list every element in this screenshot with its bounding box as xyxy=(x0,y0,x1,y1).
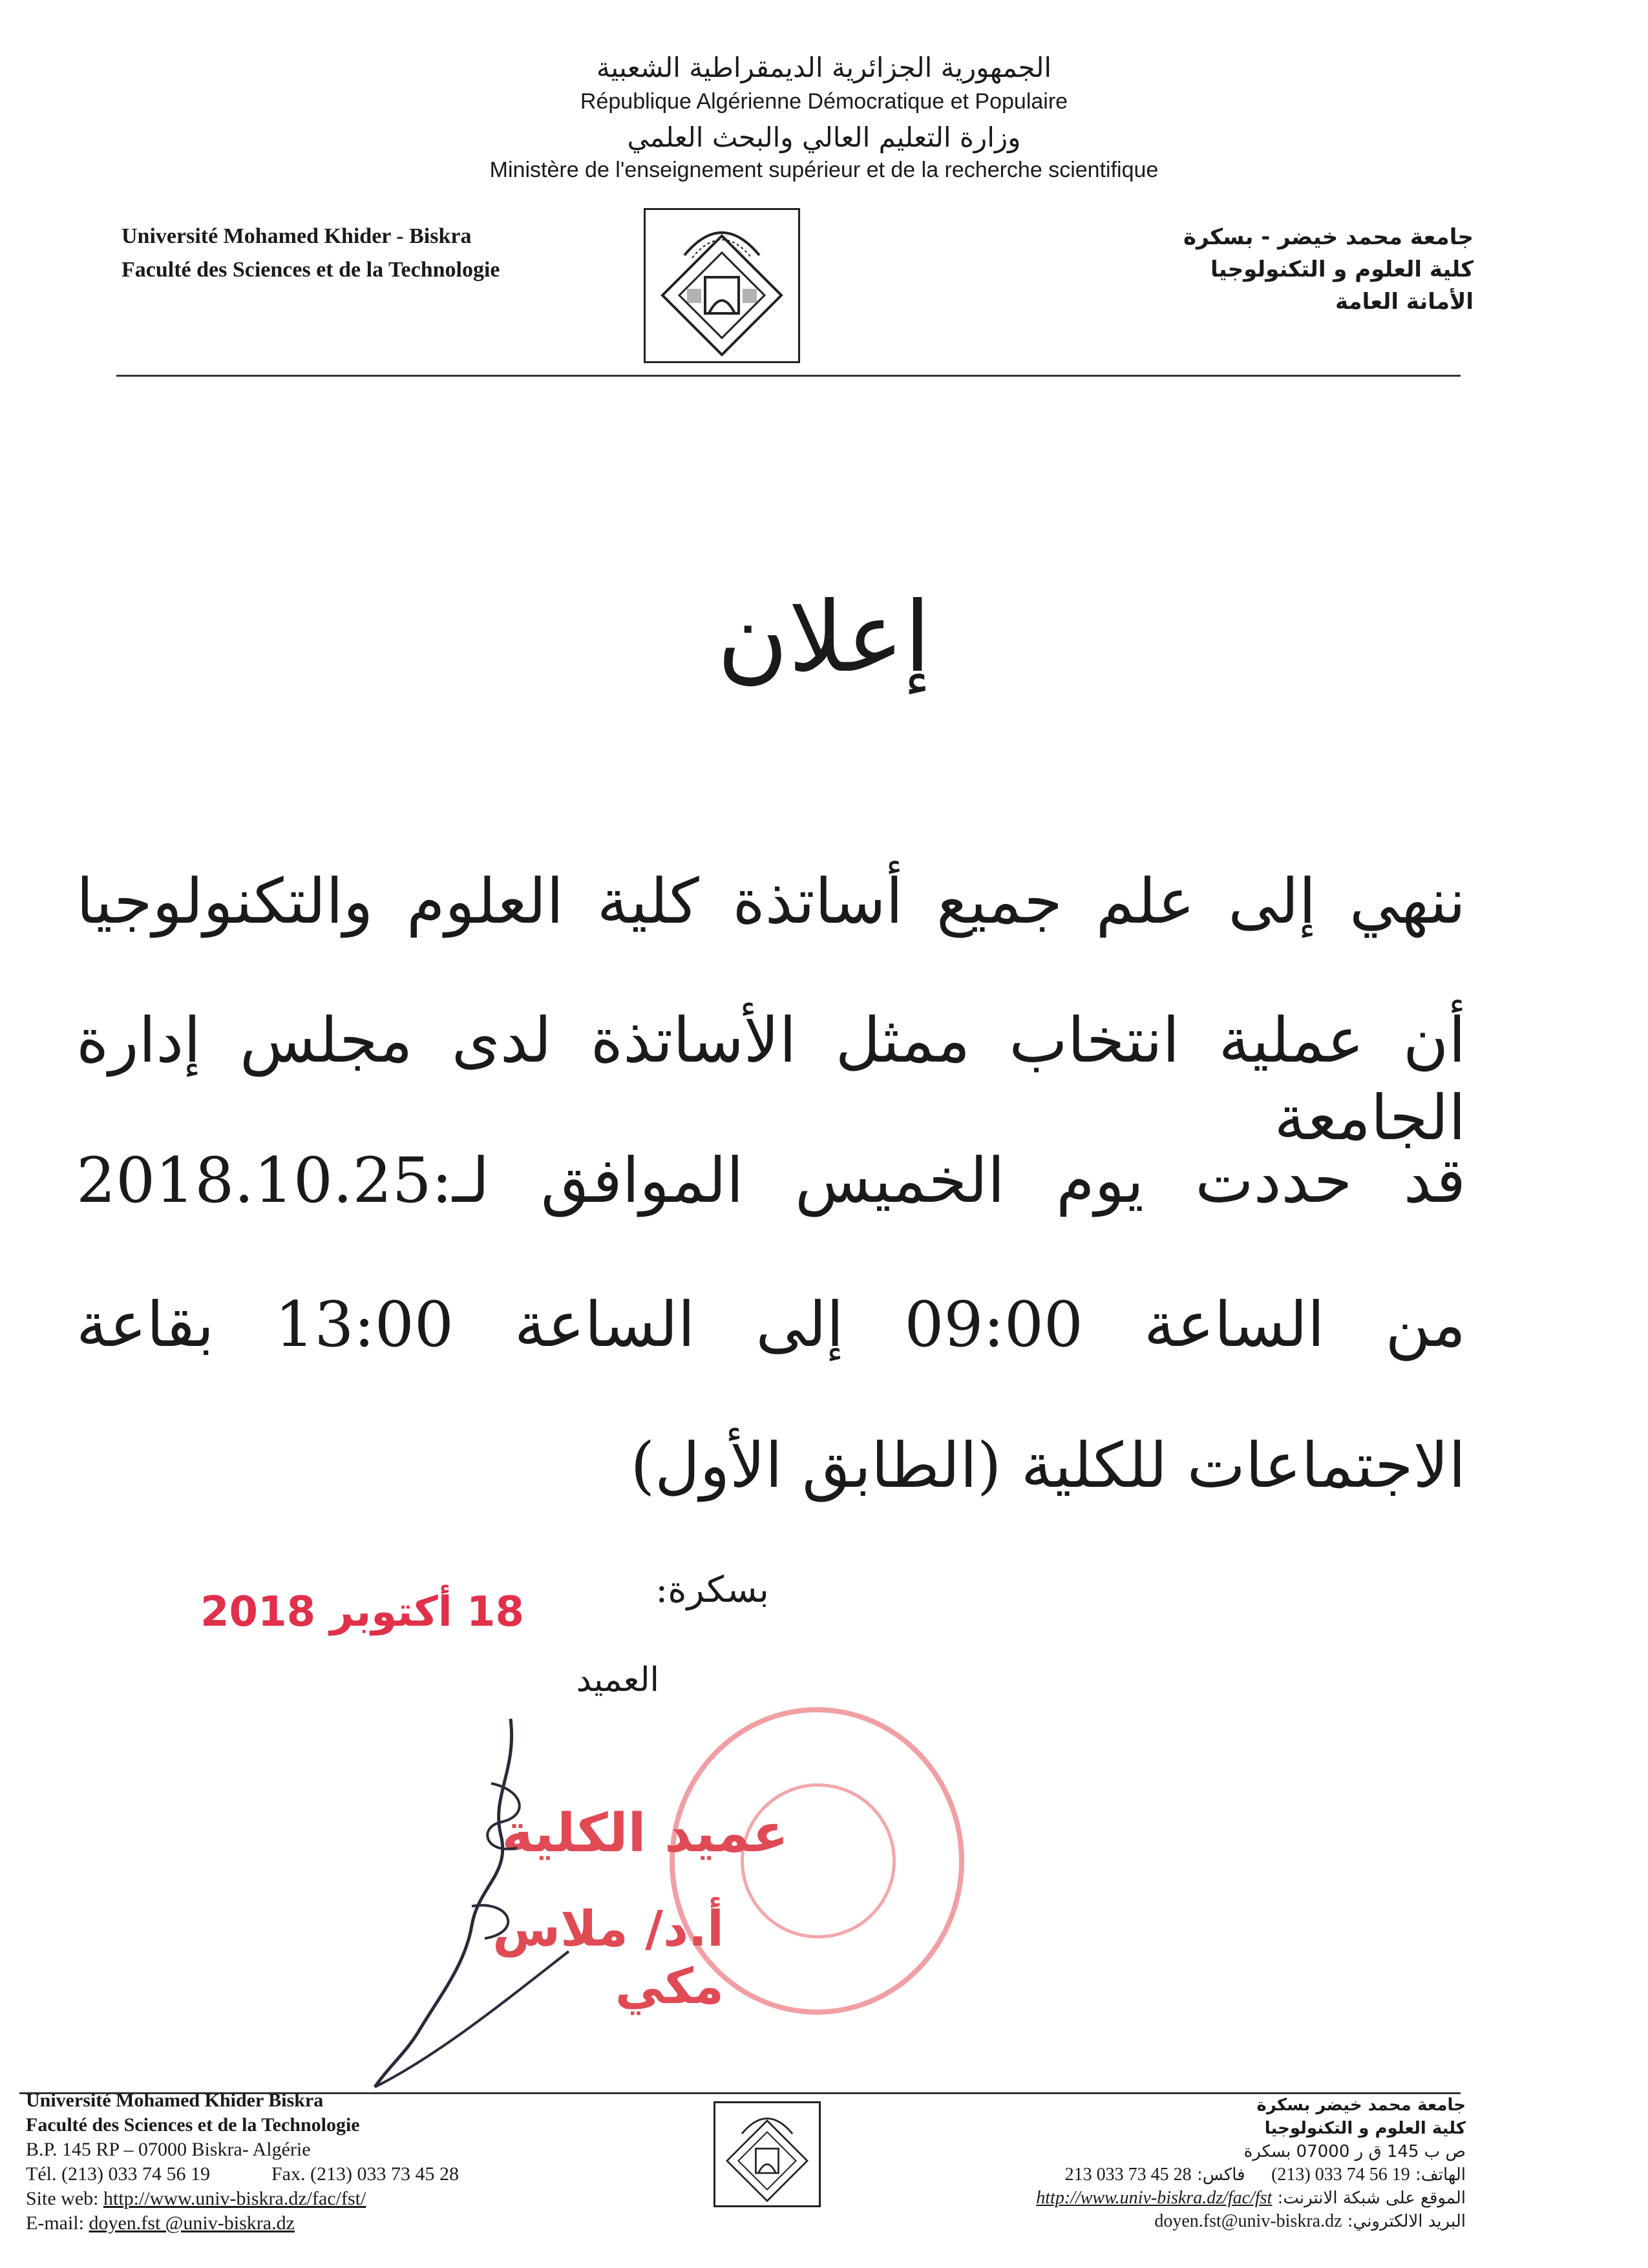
footer-website-link-ar[interactable]: http://www.univ-biskra.dz/fac/fst xyxy=(1036,2188,1273,2208)
footer-address-fr: B.P. 145 RP – 07000 Biskra- Algérie xyxy=(26,2139,311,2160)
header-country-arabic: الجمهورية الجزائرية الديمقراطية الشعبية xyxy=(596,52,1052,83)
footer-tel-fr: Tél. (213) 033 74 56 19 xyxy=(26,2163,210,2185)
body-line: أن عملية انتخاب ممثل الأساتذة لدى مجلس إدارة الجامعة xyxy=(76,1004,1466,1154)
body-line: قد حددت يوم الخميس الموافق لـ:2018.10.25 xyxy=(76,1144,1466,1217)
letterhead-university-fr: Université Mohamed Khider - Biskra xyxy=(121,224,472,248)
body-line: ننهي إلى علم جميع أساتذة كلية العلوم والتكنولوجيا xyxy=(76,865,1466,938)
footer-fax-ar: 213 033 73 45 28 xyxy=(1064,2165,1192,2185)
footer-university-ar: جامعة محمد خيضر بسكرة xyxy=(1256,2095,1466,2115)
footer-phone-fax-ar xyxy=(1036,2163,1466,2187)
body-line: الاجتماعات للكلية (الطابق الأول) xyxy=(630,1429,1466,1502)
footer-website-link-fr[interactable]: http://www.univ-biskra.dz/fac/fst/ xyxy=(103,2188,366,2209)
footer-email-row-fr xyxy=(26,2211,459,2236)
place-label: بسكرة: xyxy=(655,1569,769,1611)
footer-website-row-fr xyxy=(26,2187,459,2211)
stamp-dean-title: عميد الكلية xyxy=(502,1803,788,1864)
university-logo-icon xyxy=(644,208,800,363)
university-logo-footer-icon xyxy=(713,2101,821,2207)
header-country-french: République Algérienne Démocratique et Populaire xyxy=(580,89,1068,114)
letterhead-arabic xyxy=(1183,221,1474,318)
stamp-dean-name: أ.د/ ملاس مكي xyxy=(492,1900,724,2015)
footer-address-ar: ص ب 145 ق ر 07000 بسكرة xyxy=(1243,2142,1466,2161)
header-ministry-arabic: وزارة التعليم العالي والبحث العلمي xyxy=(627,121,1021,153)
footer-tel-ar: (213) 033 74 56 19 xyxy=(1271,2165,1410,2185)
letterhead-faculty-fr: Faculté des Sciences et de la Technologie xyxy=(121,258,500,282)
footer-email-ar[interactable]: doyen.fst@univ-biskra.dz xyxy=(1154,2211,1342,2231)
footer-fax-label-ar: فاكس: xyxy=(1196,2165,1245,2185)
body-line: من الساعة 09:00 إلى الساعة 13:00 بقاعة xyxy=(76,1288,1466,1361)
footer-faculty-fr: Faculté des Sciences et de la Technologie xyxy=(26,2114,360,2136)
footer-website-label-fr: Site web: xyxy=(26,2188,99,2209)
dean-label: العميد xyxy=(576,1661,659,1699)
footer-university-fr: Université Mohamed Khider Biskra xyxy=(26,2090,324,2111)
header-ministry-french: Ministère de l'enseignement supérieur et de la recherche scientifique xyxy=(489,158,1159,182)
signature-icon xyxy=(362,1693,582,2094)
letterhead-faculty-ar: كلية العلوم و التكنولوجيا xyxy=(1210,257,1474,282)
footer-email-link-fr[interactable]: doyen.fst @univ-biskra.dz xyxy=(89,2212,295,2234)
footer-faculty-ar: كلية العلوم و التكنولوجيا xyxy=(1264,2119,1466,2138)
footer-email-label-ar: البريد الالكتروني: xyxy=(1347,2212,1466,2231)
footer-fax-fr: Fax. (213) 033 73 45 28 xyxy=(271,2163,459,2185)
letterhead-french xyxy=(121,220,500,287)
letterhead-university-ar: جامعة محمد خيضر - بسكرة xyxy=(1183,224,1474,250)
footer-website-row-ar xyxy=(1036,2187,1466,2210)
footer-arabic xyxy=(1036,2094,1466,2233)
footer-website-label-ar: الموقع على شبكة الانترنت: xyxy=(1277,2189,1466,2208)
header-divider xyxy=(116,375,1461,377)
date-stamp: 18 أكتوبر 2018 xyxy=(200,1588,524,1636)
letterhead-secretariat-ar: الأمانة العامة xyxy=(1335,289,1474,315)
footer-french xyxy=(26,2088,459,2236)
announcement-title: إعلان xyxy=(717,582,931,694)
footer-phone-fax-fr xyxy=(26,2162,459,2187)
footer-email-row-ar xyxy=(1036,2210,1466,2233)
footer-email-label-fr: E-mail: xyxy=(26,2212,84,2234)
footer-tel-label-ar: الهاتف: xyxy=(1415,2165,1466,2185)
